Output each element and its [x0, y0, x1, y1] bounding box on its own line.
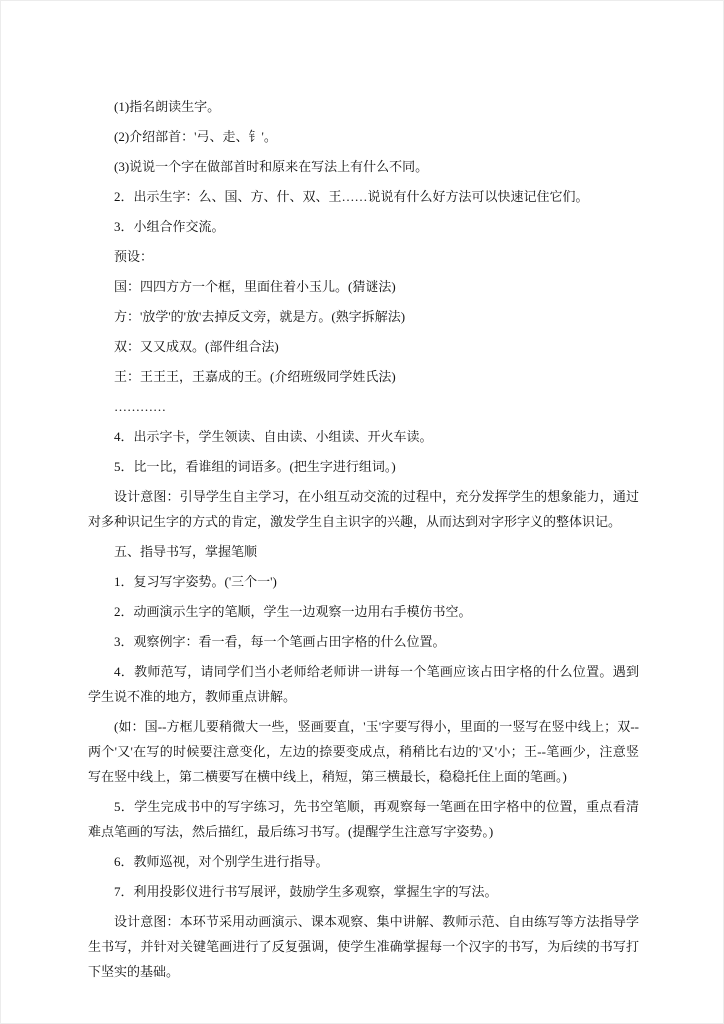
paragraph: 设计意图：本环节采用动画演示、课本观察、集中讲解、教师示范、自由练写等方法指导学生书写，并针对关键笔画进行了反复强调，使学生准确掌握每一个汉字的书写，为后续的书写打下坚实的基础。 [88, 914, 639, 979]
paragraph: (2)介绍部首：'弓、走、钅'。 [114, 129, 277, 144]
paragraph: 预设： [114, 249, 154, 264]
paragraph: 3．观察例字：看一看，每一个笔画占田字格的什么位置。 [114, 634, 446, 649]
document-body [88, 94, 639, 989]
paragraph: 方：'放学'的'放'去掉反文旁，就是方。(熟字拆解法) [114, 309, 406, 324]
paragraph: 王：王王王，王嘉成的王。(介绍班级同学姓氏法) [114, 369, 396, 384]
paragraph: (1)指名朗读生字。 [114, 99, 221, 114]
paragraph: 5．比一比，看谁组的词语多。(把生字进行组词。) [114, 459, 396, 474]
paragraph: 设计意图：引导学生自主学习，在小组互动交流的过程中，充分发挥学生的想象能力，通过对多种识记生字的方式的肯定，激发学生自主识字的兴趣，从而达到对字形字义的整体识记。 [88, 489, 639, 529]
paragraph: 5．学生完成书中的写字练习，先书空笔顺，再观察每一笔画在田字格中的位置，重点看清难点笔画的写法，然后描红，最后练习书写。(提醒学生注意写字姿势。) [88, 799, 639, 839]
paragraph: 3．小组合作交流。 [114, 219, 225, 234]
paragraph: 国：四四方方一个框，里面住着小玉儿。(猜谜法) [114, 279, 396, 294]
paragraph: 双：又又成双。(部件组合法) [114, 339, 279, 354]
paragraph: (如：国--方框儿要稍微大一些，竖画要直，'玉'字要写得小，里面的一竖写在竖中线上；双--两个'又'在写的时候要注意变化，左边的捺要变成点，稍稍比右边的'又'小；王--笔画少，注意竖写在竖中线上，第二横要写在横中线上，稍短，第三横最长，稳稳托住上面的笔画。) [88, 719, 639, 784]
paragraph: 2．出示生字：么、国、方、什、双、王……说说有什么好方法可以快速记住它们。 [114, 189, 589, 204]
paragraph: 4．教师范写，请同学们当小老师给老师讲一讲每一个笔画应该占田字格的什么位置。遇到学生说不准的地方，教师重点讲解。 [88, 664, 639, 704]
paragraph: 1．复习写字姿势。('三个一') [114, 574, 277, 589]
paragraph: ………… [114, 399, 166, 414]
paragraph: 2．动画演示生字的笔顺，学生一边观察一边用右手模仿书空。 [114, 604, 472, 619]
paragraph: 五、指导书写，掌握笔顺 [114, 544, 258, 559]
paragraph: (3)说说一个字在做部首时和原来在写法上有什么不同。 [114, 159, 429, 174]
paragraph: 4．出示字卡，学生领读、自由读、小组读、开火车读。 [114, 429, 433, 444]
paragraph: 7．利用投影仪进行书写展评，鼓励学生多观察，掌握生字的写法。 [114, 884, 498, 899]
paragraph: 6．教师巡视，对个别学生进行指导。 [114, 854, 329, 869]
